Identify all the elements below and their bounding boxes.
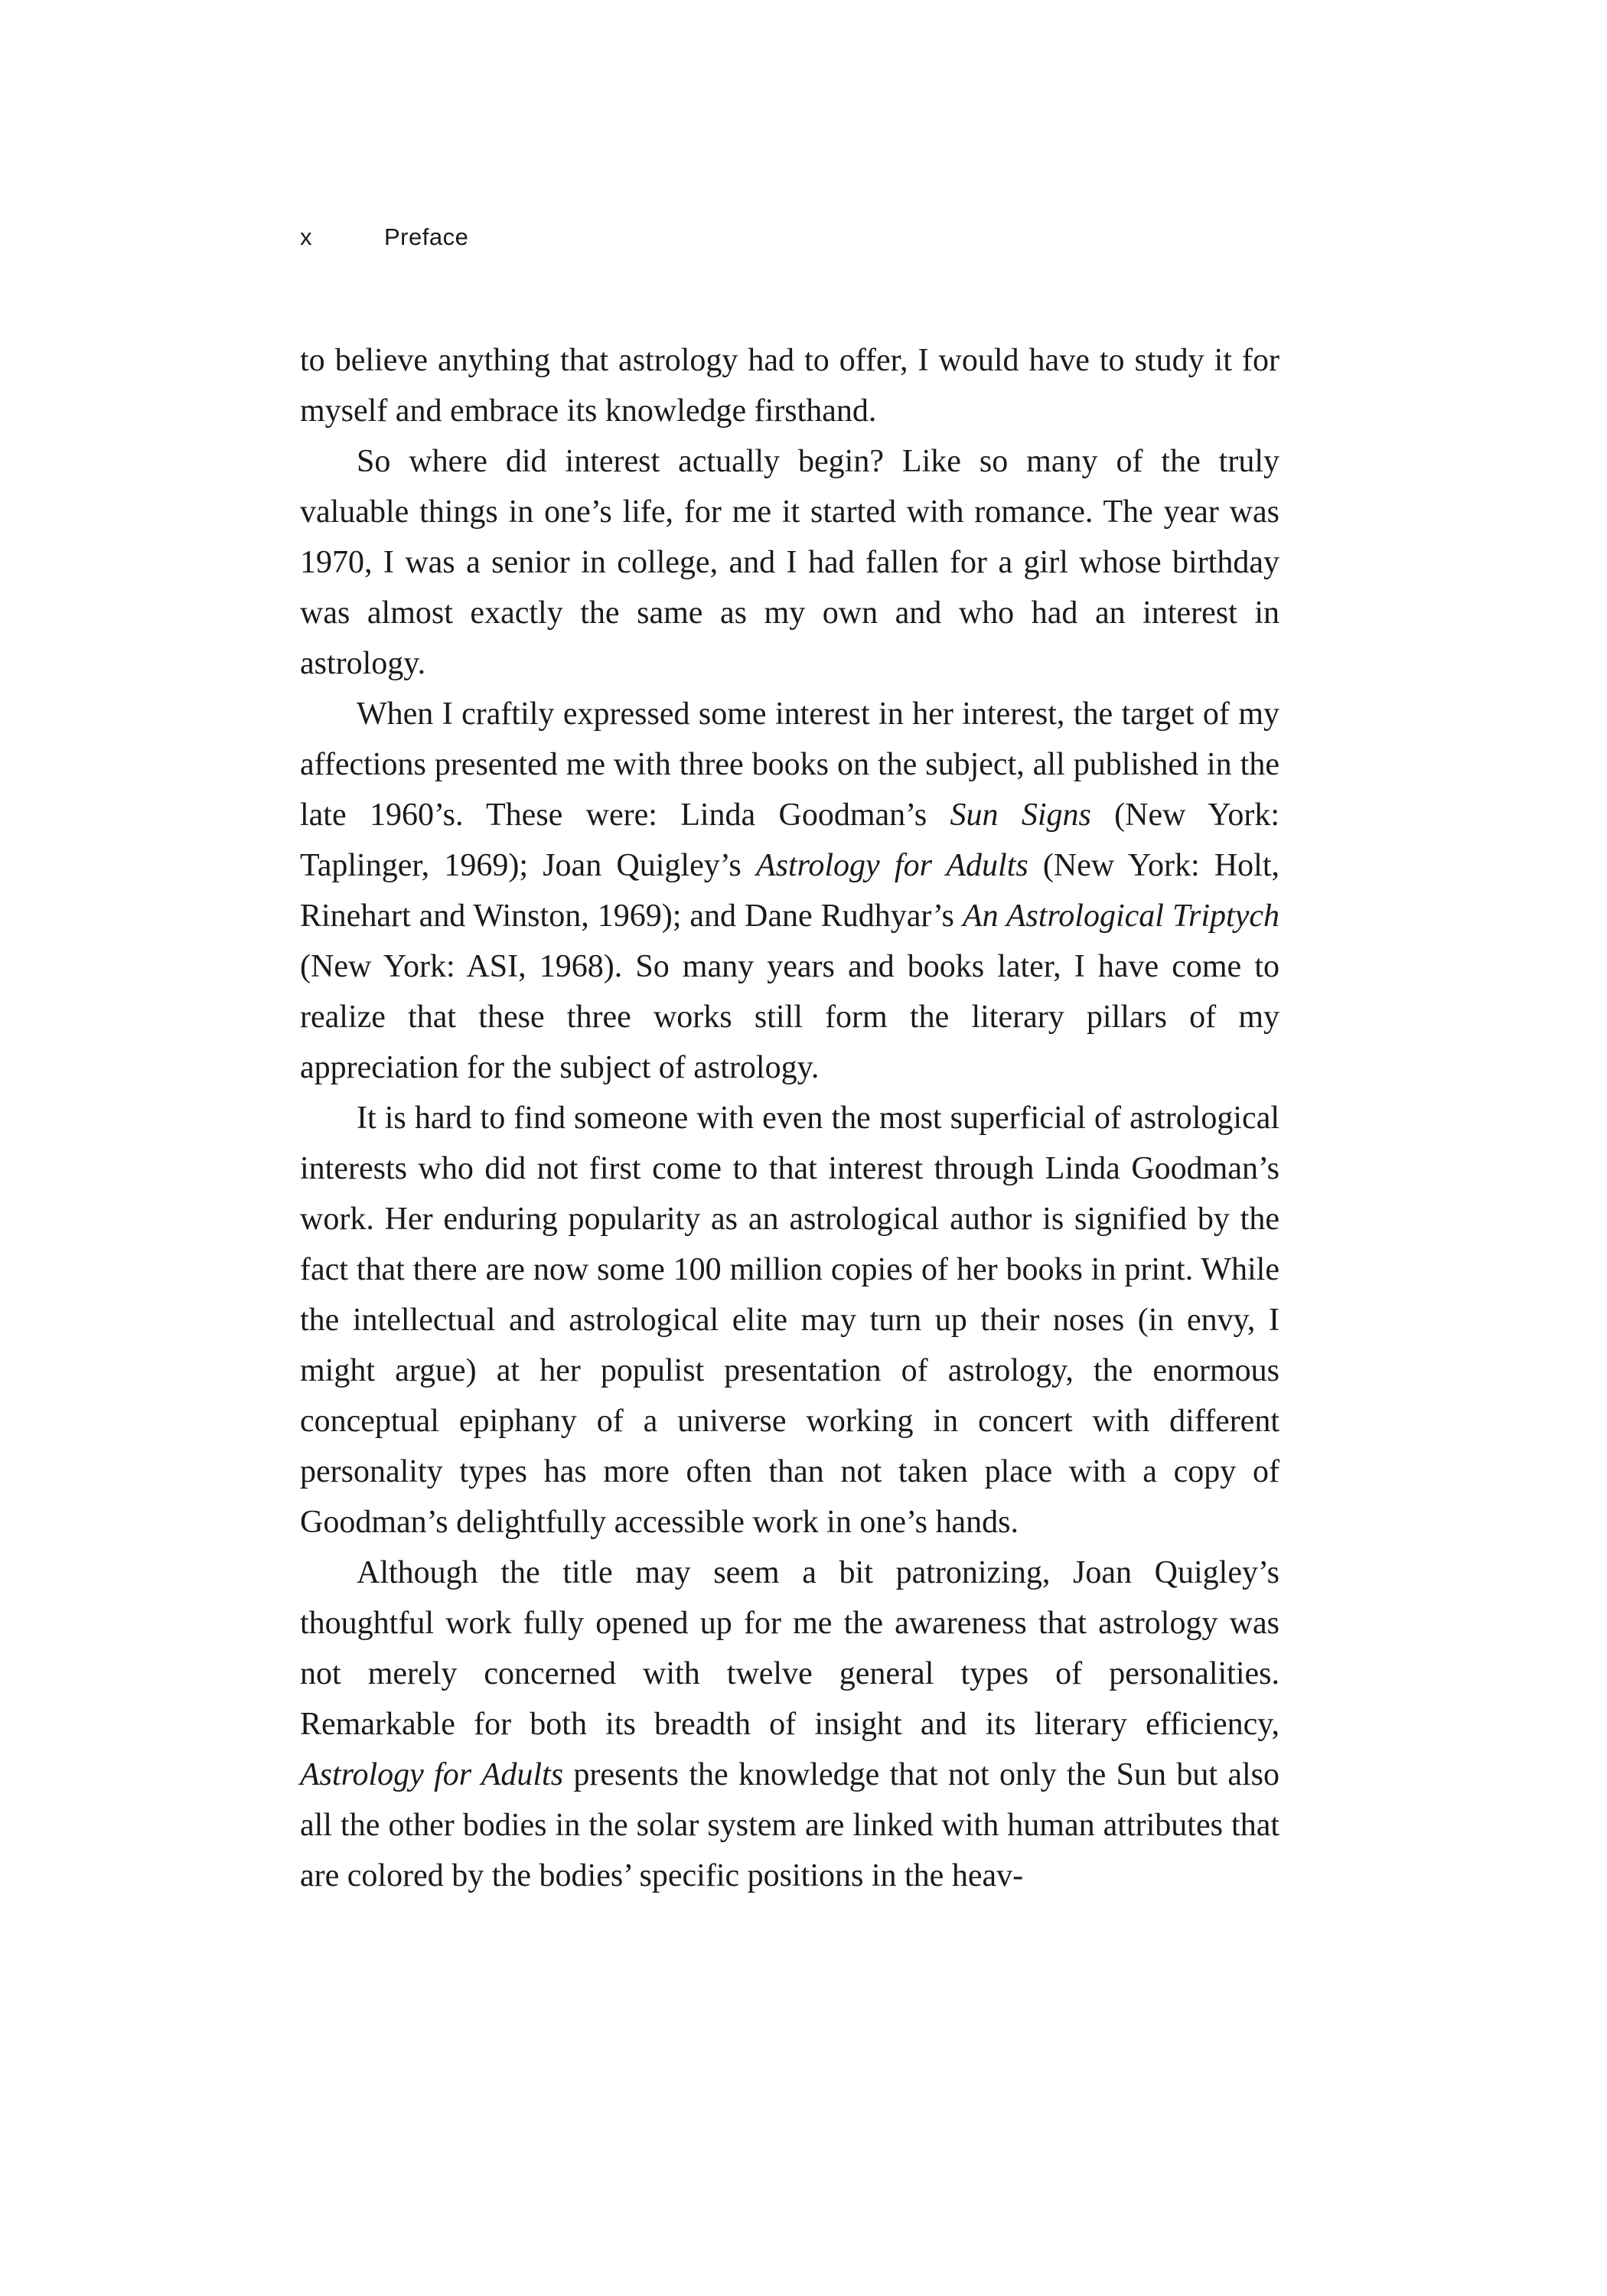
text-segment: (New York: Holt, Rinehart and Winston, 1969); and Dane Rudhyar’s — [300, 848, 1279, 934]
text-segment: (New York: Taplinger, 1969); Joan Quigley’s — [300, 797, 1280, 883]
text-segment: When I craftily expressed some interest in her interest, the target of my affections presented me with three books on the subject, all published in the late 1960’s. These were: Linda Goodman’s — [300, 696, 1279, 833]
text-segment: to believe anything that astrology had to offer, I would have to study it for myself and embrace its knowledge firsthand. — [300, 343, 1279, 429]
paragraph — [300, 335, 1279, 436]
text-segment: (New York: ASI, 1968). So many years and books later, I have come to realize that these three works still form the literary pillars of my appreciation for the subject of astrology. — [300, 949, 1279, 1085]
section-title: Preface — [384, 223, 469, 250]
page-number: x — [300, 223, 312, 250]
body-text — [300, 335, 1279, 1901]
text-segment: It is hard to find someone with even the most superficial of astrological interests who did not first come to that interest through Linda Goodman’s work. Her enduring popularity as an astrological author is signified by the fact that there are now some 100 million copies of her books in print. While the intellectual and astrological elite may turn up their noses (in envy, I might argue) at her populist presentation of astrology, the enormous conceptual epiphany of a universe working in concert with different personality types has more often than not taken place with a copy of Goodman’s delightfully accessible work in one’s hands. — [300, 1101, 1279, 1540]
running-head — [300, 223, 468, 251]
text-segment: presents the knowledge that not only the Sun but also all the other bodies in the solar system are linked with human attributes that are colored by the bodies’ specific positions in the heav- — [300, 1757, 1279, 1893]
paragraph — [300, 689, 1279, 1093]
paragraph — [300, 436, 1279, 689]
book-title: Sun Signs — [950, 797, 1091, 833]
book-title: Astrology for Adults — [300, 1757, 564, 1792]
paragraph — [300, 1093, 1279, 1548]
book-title: An Astrological Triptych — [962, 899, 1279, 934]
text-segment: So where did interest actually begin? Like so many of the truly valuable things in one’s life, for me it started with romance. The year was 1970, I was a senior in college, and I had fallen for a girl whose birthday was almost exactly the same as my own and who had an interest in astrology. — [300, 444, 1279, 681]
book-title: Astrology for Adults — [755, 848, 1028, 883]
text-segment: Although the title may seem a bit patronizing, Joan Quigley’s thoughtful work fully opened up for me the awareness that astrology was not merely concerned with twelve general types of personalities. Remarkable for both its breadth of insight and its literary efficiency, — [300, 1555, 1279, 1742]
paragraph — [300, 1548, 1279, 1901]
